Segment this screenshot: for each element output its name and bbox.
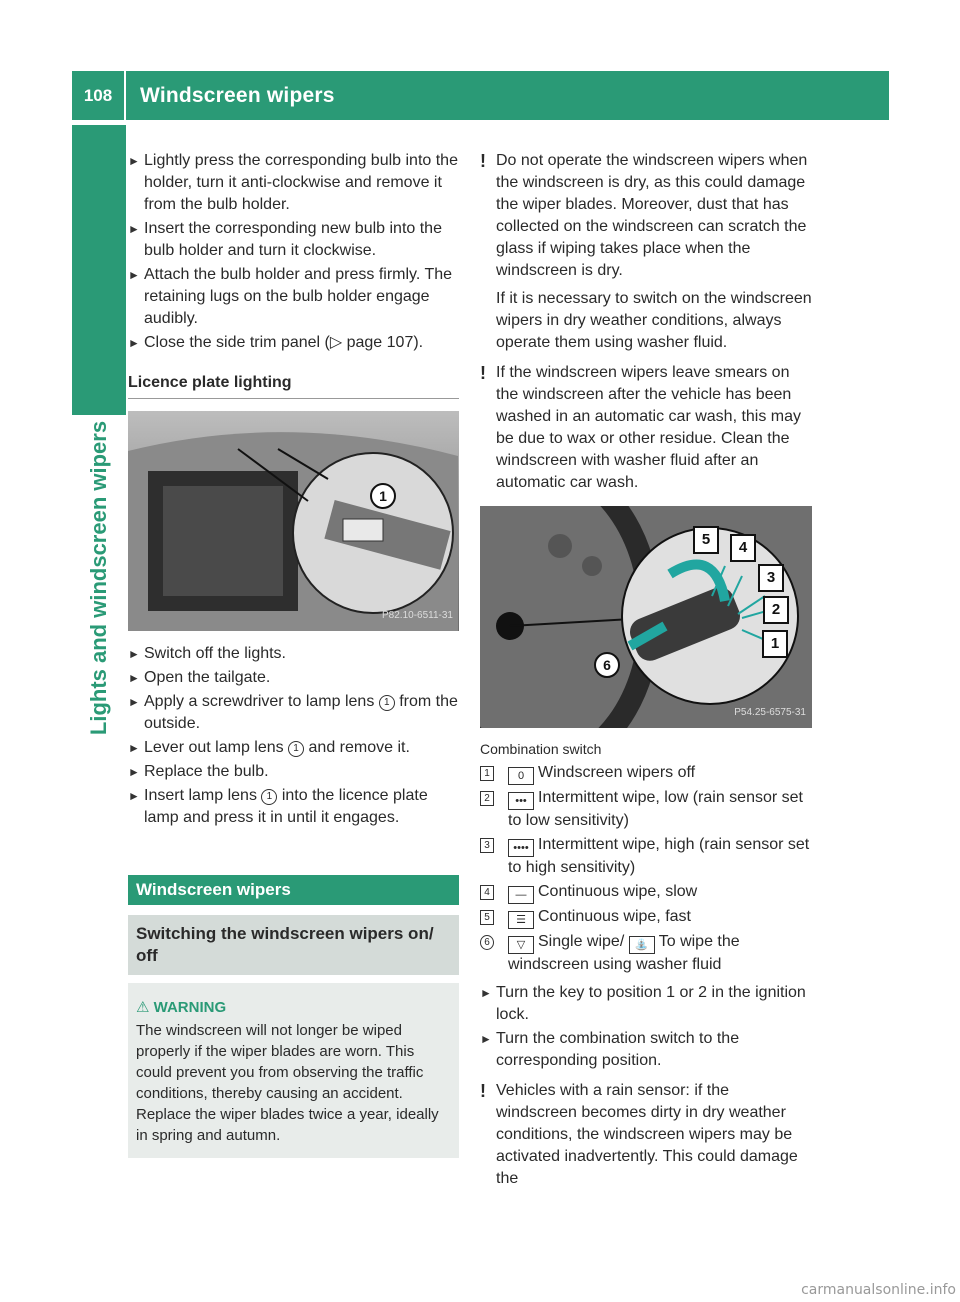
warning-box [128,983,459,1158]
step-arrow-icon: ► [128,741,140,755]
legend-number: 4 [480,885,494,900]
step-item: ► Apply a screwdriver to lamp lens 1 from the outside. [128,693,458,732]
figure-code: P54.25-6575-31 [734,707,806,718]
caution-note: ! Vehicles with a rain sensor: if the windscreen becomes dirty in dry weather conditions, the windscreen wipers may be activated inadvertently. This could damage the [480,1081,798,1187]
callout-6: 6 [594,652,620,678]
step-item: ► Close the side trim panel (▷ page 107). [128,332,459,354]
continuous-fast-icon: ☰ [508,911,534,929]
section-band: Windscreen wipers [128,875,459,905]
side-chapter-tab [84,418,114,738]
warning-triangle-icon: ⚠ [136,999,150,1016]
callout-2: 2 [763,596,789,624]
step-arrow-icon: ► [128,647,140,661]
side-color-block [72,125,126,415]
step-arrow-icon: ► [480,1032,492,1046]
ref-callout-icon: 1 [288,741,304,757]
step-arrow-icon: ► [128,222,140,236]
step-item: ► Insert lamp lens 1 into the licence plate lamp and press it in until it engages. [128,787,428,826]
step-item: ► Attach the bulb holder and press firmly. The retaining lugs on the bulb holder engage audibly. [128,266,453,327]
caution-exclamation-icon: ! [480,363,486,383]
legend-number: 1 [480,766,494,781]
step-item: ► Turn the key to position 1 or 2 in the ignition lock. [480,984,806,1023]
single-wipe-icon: ▽ [508,936,534,954]
step-arrow-icon: ► [128,765,140,779]
ref-callout-icon: 1 [261,789,277,805]
intermittent-low-icon: ••• [508,792,534,810]
step-arrow-icon: ► [128,154,140,168]
caution-exclamation-icon: ! [480,151,486,171]
callout-1: 1 [370,483,396,509]
legend-item: 4 — Continuous wipe, slow [480,881,812,904]
intermittent-high-icon: •••• [508,839,534,857]
warning-text: The windscreen will not longer be wiped properly if the wiper blades are worn. This could prevent you from observing the traffic conditions, thereby causing an accident. Replace the wiper blades twice a year, ideally in spring and autumn. [136,1022,439,1144]
page-title: Windscreen wipers [140,84,335,107]
continuous-slow-icon: — [508,886,534,904]
caution-note: ! Do not operate the windscreen wipers when the windscreen is dry, as this could damage the wiper blades. Moreover, dust that has collected on the windscreen can scratch the glass if wiping takes place when the windscreen is dry. If it is necessary to switch on the windscreen wipers in dry weather conditions, always operate them using washer fluid. [480,151,812,351]
figure-caption: Combination switch [480,741,602,757]
warning-title: ⚠ WARNING [136,999,227,1016]
combination-switch-figure [480,506,812,728]
step-arrow-icon: ► [128,671,140,685]
washer-fluid-icon: ⛲ [629,936,655,954]
step-arrow-icon: ► [128,789,140,803]
wiper-off-icon: 0 [508,767,534,785]
legend-item: 3 •••• Intermittent wipe, high (rain sensor set to high sensitivity) [480,834,812,879]
figure-code: P82.10-6511-31 [382,610,453,621]
legend-item: 5 ☰ Continuous wipe, fast [480,906,812,929]
licence-plate-heading: Licence plate lighting [128,372,459,399]
step-item: ► Turn the combination switch to the corresponding position. [480,1030,740,1069]
step-item: ► Lever out lamp lens 1 and remove it. [128,737,459,759]
legend-number: 3 [480,838,494,853]
licence-plate-figure [128,411,459,631]
step-item: ► Switch off the lights. [128,643,459,665]
licence-plate-illustration [128,411,459,631]
page-number: 108 [72,71,126,120]
legend-item: 1 0 Windscreen wipers off [480,762,812,785]
ref-callout-icon: 1 [379,695,395,711]
side-chapter-label: Lights and windscreen wipers [86,420,111,736]
right-column [480,150,812,1198]
callout-5: 5 [693,526,719,554]
callout-4: 4 [730,534,756,562]
legend-number: 5 [480,910,494,925]
step-arrow-icon: ► [480,986,492,1000]
page-header [72,71,889,120]
callout-3: 3 [758,564,784,592]
step-item: ► Lightly press the corresponding bulb into the holder, turn it anti-clockwise and remove it from the bulb holder. [128,152,458,213]
step-arrow-icon: ► [128,695,140,709]
legend-number: 6 [480,935,494,950]
left-column [128,150,459,1158]
step-item: ► Replace the bulb. [128,761,459,783]
subsection-band: Switching the windscreen wipers on/ off [128,915,459,975]
caution-note: ! If the windscreen wipers leave smears on the windscreen after the vehicle has been washed in an automatic car wash, this may be due to wax or other residue. Clean the windscreen with washer fluid after an automatic car wash. [480,363,802,491]
step-item: ► Insert the corresponding new bulb into the bulb holder and turn it clockwise. [128,220,442,259]
legend-item: 6 ▽ Single wipe/ ⛲ To wipe the windscreen using washer fluid [480,931,812,976]
legend-number: 2 [480,791,494,806]
step-item: ► Open the tailgate. [128,667,459,689]
step-arrow-icon: ► [128,336,140,350]
caution-exclamation-icon: ! [480,1081,486,1101]
step-arrow-icon: ► [128,268,140,282]
watermark-text: carmanualsonline.info [801,1282,956,1298]
legend-item: 2 ••• Intermittent wipe, low (rain sensor set to low sensitivity) [480,787,812,832]
callout-1: 1 [762,630,788,658]
